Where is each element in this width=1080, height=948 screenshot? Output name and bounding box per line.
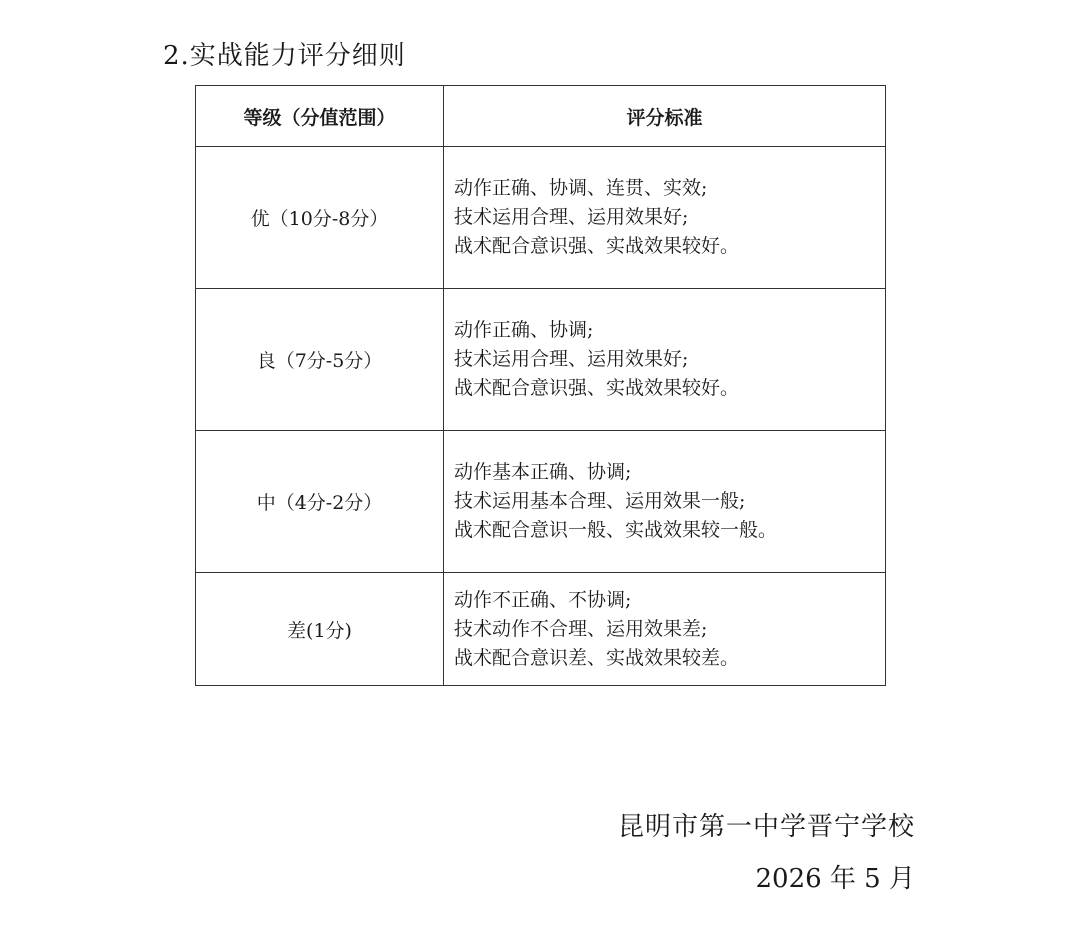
signature-date: 2026 年 5 月	[755, 864, 915, 894]
grade-cell: 中（4分-2分）	[196, 431, 444, 573]
criteria-line: 技术运用基本合理、运用效果一般;	[454, 490, 746, 512]
criteria-cell	[444, 573, 886, 686]
criteria-line: 技术动作不合理、运用效果差;	[454, 617, 708, 640]
grade-cell: 差(1分)	[196, 573, 444, 686]
header-grade: 等级（分值范围）	[196, 86, 444, 147]
criteria-line: 动作不正确、不协调;	[454, 588, 632, 611]
criteria-line: 技术运用合理、运用效果好;	[454, 206, 689, 228]
table-header-row	[196, 86, 886, 147]
criteria-cell	[444, 147, 886, 289]
criteria-cell	[444, 289, 886, 431]
criteria-line: 动作正确、协调、连贯、实效;	[454, 177, 708, 199]
criteria-line: 动作正确、协调;	[454, 319, 594, 341]
grade-cell: 优（10分-8分）	[196, 147, 444, 289]
grade-cell: 良（7分-5分）	[196, 289, 444, 431]
header-criteria: 评分标准	[444, 86, 886, 147]
criteria-line: 战术配合意识差、实战效果较差。	[454, 646, 740, 669]
table-row	[196, 573, 886, 686]
criteria-cell	[444, 431, 886, 573]
table-row	[196, 147, 886, 289]
section-title: 2.实战能力评分细则	[163, 41, 406, 71]
grading-table	[195, 85, 886, 686]
signature-organization: 昆明市第一中学晋宁学校	[617, 812, 915, 842]
criteria-line: 动作基本正确、协调;	[454, 461, 632, 483]
table-row	[196, 431, 886, 573]
criteria-line: 战术配合意识强、实战效果较好。	[454, 377, 740, 399]
criteria-line: 技术运用合理、运用效果好;	[454, 348, 689, 370]
table-row	[196, 289, 886, 431]
criteria-line: 战术配合意识强、实战效果较好。	[454, 235, 740, 257]
criteria-line: 战术配合意识一般、实战效果较一般。	[454, 519, 778, 541]
